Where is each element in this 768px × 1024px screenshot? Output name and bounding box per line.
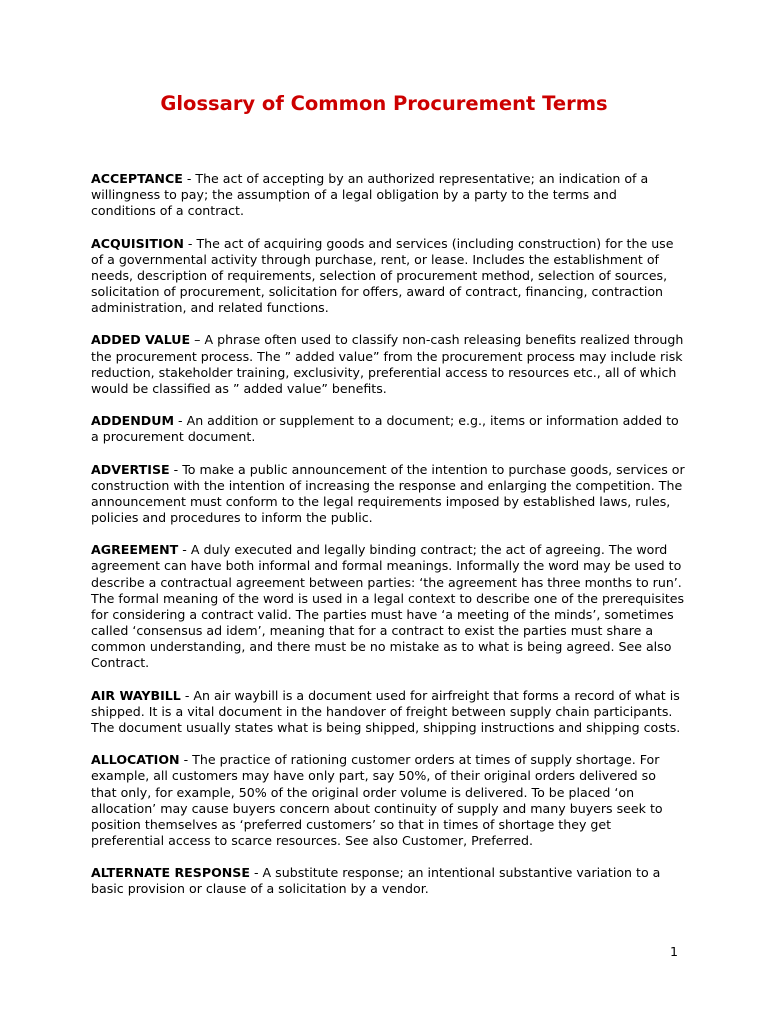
glossary-term: ACQUISITION <box>91 235 184 251</box>
term-separator: - <box>174 413 187 429</box>
term-separator: - <box>180 687 194 703</box>
term-separator: - <box>169 461 183 477</box>
glossary-entry-allocation <box>91 752 685 849</box>
glossary-entry-air-waybill <box>91 688 685 736</box>
glossary-definition: A duly executed and legally binding contract; the act of agreeing. The word agreement can have both informal and formal meanings. Informally the word may be used to describe a contractual agreement between parties: ‘the agreement has three months to run’. The formal meaning of the word is used in a legal context to describe one of the prerequisites for considering a contract valid. The parties must have ‘a meeting of the minds’, sometimes called ‘consensus ad idem’, meaning that for a contract to exist the parties must share a common understanding, and there must be no mistake as to what is being agreed. See also Contract. <box>91 542 685 671</box>
glossary-definition: The practice of rationing customer orders at times of supply shortage. For example, all customers may have only part, say 50%, of their original orders delivered so that only, for example, 50% of the original order volume is delivered. To be placed ‘on allocation’ may cause buyers concern about continuity of supply and many buyers seek to position themselves as ‘preferred customers’ so that in times of shortage they get preferential access to scarce resources. See also Customer, Preferred. <box>91 752 663 848</box>
glossary-entry-acquisition <box>91 236 685 317</box>
page-title: Glossary of Common Procurement Terms <box>160 92 608 115</box>
glossary-term: ALLOCATION <box>91 752 180 768</box>
glossary-term: ADVERTISE <box>91 461 170 477</box>
glossary-entries <box>91 171 685 914</box>
glossary-definition: A substitute response; an intentional substantive variation to a basic provision or clause of a solicitation by a vendor. <box>91 865 661 897</box>
term-separator: - <box>183 235 197 251</box>
glossary-term: ADDED VALUE <box>91 332 191 348</box>
glossary-entry-agreement <box>91 542 685 671</box>
term-separator: - <box>249 865 263 881</box>
glossary-term: AGREEMENT <box>91 542 179 558</box>
glossary-definition: An addition or supplement to a document; e.g., items or information added to a procurement document. <box>91 413 679 445</box>
glossary-term: ACCEPTANCE <box>91 171 183 186</box>
term-separator: – <box>190 332 205 348</box>
glossary-definition: A phrase often used to classify non-cash releasing benefits realized through the procurement process. The ” added value” from the procurement process may include risk reduction, stakeholder training, exclusivity, preferential access to resources etc., all of which would be classified as ” added value” benefits. <box>91 332 684 396</box>
glossary-entry-acceptance <box>91 171 685 219</box>
glossary-definition: The act of accepting by an authorized representative; an indication of a willingness to pay; the assumption of a legal obligation by a party to the terms and conditions of a contract. <box>91 171 649 219</box>
term-separator: - <box>178 542 191 558</box>
term-separator: - <box>182 171 196 186</box>
glossary-definition: An air waybill is a document used for airfreight that forms a record of what is shipped. It is a vital document in the handover of freight between supply chain participants. The document usually states what is being shipped, shipping instructions and shipping costs. <box>91 687 681 735</box>
glossary-term: ADDENDUM <box>91 413 175 429</box>
glossary-entry-advertise <box>91 462 685 527</box>
term-separator: - <box>179 752 193 768</box>
glossary-entry-added-value <box>91 332 685 397</box>
glossary-entry-alternate-response <box>91 865 685 897</box>
page-number: 1 <box>670 944 679 959</box>
glossary-definition: To make a public announcement of the intention to purchase goods, services or construction with the intention of increasing the response and enlarging the competition. The announcement must conform to the legal requirements imposed by established laws, rules, policies and procedures to inform the public. <box>91 461 685 526</box>
glossary-definition: The act of acquiring goods and services (including construction) for the use of a governmental activity through purchase, rent, or lease. Includes the establishment of needs, description of requirements, selection of procurement method, selection of sources, solicitation of procurement, solicitation for offers, award of contract, financing, contraction administration, and related functions. <box>91 235 674 316</box>
glossary-entry-addendum <box>91 413 685 445</box>
glossary-term: AIR WAYBILL <box>91 687 181 703</box>
glossary-term: ALTERNATE RESPONSE <box>91 865 250 881</box>
